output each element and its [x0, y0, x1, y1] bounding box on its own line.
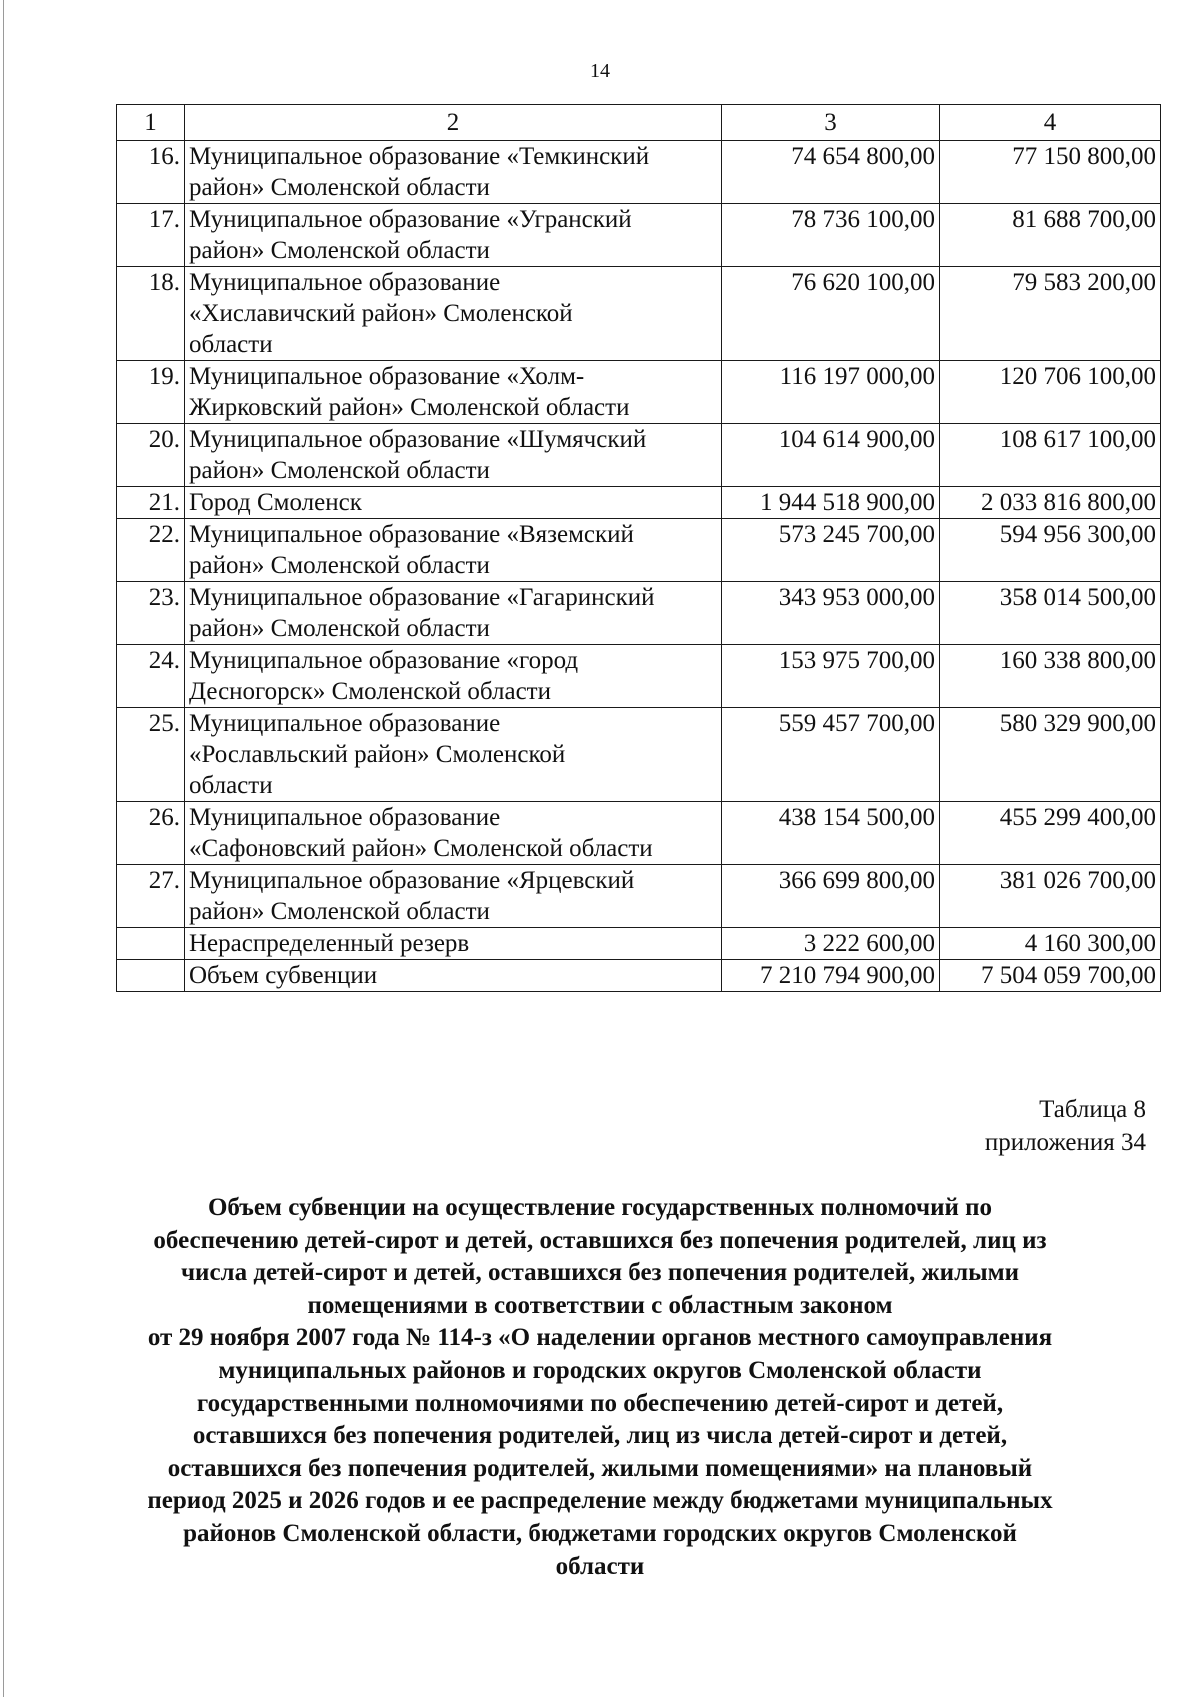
table-row — [117, 424, 1161, 487]
header-col-1: 1 — [117, 105, 185, 141]
row-name-line: «Сафоновский район» Смоленской области — [189, 835, 653, 862]
row-number: 16. — [117, 141, 185, 204]
row-value-2026: 77 150 800,00 — [940, 141, 1161, 204]
row-value-2025: 3 222 600,00 — [722, 928, 940, 960]
row-number: 22. — [117, 519, 185, 582]
row-name-line: Муниципальное образование «город — [189, 647, 579, 674]
title-line: от 29 ноября 2007 года № 114-з «О наделении органов местного самоуправления — [147, 1324, 1053, 1352]
table-row — [117, 487, 1161, 519]
row-value-2026: 2 033 816 800,00 — [940, 487, 1161, 519]
row-number: 27. — [117, 865, 185, 928]
row-value-2025: 1 944 518 900,00 — [722, 487, 940, 519]
table-label-line1: Таблица 8 — [1039, 1096, 1146, 1123]
row-value-2026: 580 329 900,00 — [940, 708, 1161, 802]
header-col-3: 3 — [722, 105, 940, 141]
row-name — [185, 960, 722, 992]
row-number — [117, 960, 185, 992]
row-name-line: Муниципальное образование «Гагаринский — [189, 584, 655, 611]
row-name-line: Муниципальное образование «Темкинский — [189, 143, 650, 170]
row-name-line: район» Смоленской области — [189, 615, 490, 642]
row-number: 25. — [117, 708, 185, 802]
row-number: 24. — [117, 645, 185, 708]
row-name — [185, 141, 722, 204]
row-name-line: Муниципальное образование «Ярцевский — [189, 867, 635, 894]
row-name-line: район» Смоленской области — [189, 457, 490, 484]
table-label-line2: приложения 34 — [984, 1129, 1146, 1156]
row-number — [117, 928, 185, 960]
row-value-2026: 594 956 300,00 — [940, 519, 1161, 582]
table-label — [985, 1093, 1146, 1159]
title-line: области — [555, 1552, 645, 1580]
section-title — [100, 1192, 1100, 1583]
row-name — [185, 204, 722, 267]
row-name-line: Муниципальное образование — [189, 804, 501, 831]
page-number: 14 — [590, 60, 610, 82]
row-name-line: Жирковский район» Смоленской области — [189, 394, 630, 421]
row-name-line: Объем субвенции — [189, 962, 378, 989]
title-line: числа детей-сирот и детей, оставшихся без попечения родителей, жилыми — [180, 1259, 1020, 1287]
row-value-2025: 78 736 100,00 — [722, 204, 940, 267]
table-row — [117, 519, 1161, 582]
row-value-2026: 4 160 300,00 — [940, 928, 1161, 960]
row-number: 19. — [117, 361, 185, 424]
row-value-2026: 7 504 059 700,00 — [940, 960, 1161, 992]
table-header-row — [117, 105, 1161, 141]
row-name — [185, 802, 722, 865]
row-number: 21. — [117, 487, 185, 519]
scan-edge-line — [3, 0, 4, 1697]
row-name-line: Муниципальное образование — [189, 269, 501, 296]
header-col-4: 4 — [940, 105, 1161, 141]
row-value-2025: 366 699 800,00 — [722, 865, 940, 928]
row-number: 18. — [117, 267, 185, 361]
row-value-2026: 79 583 200,00 — [940, 267, 1161, 361]
title-line: период 2025 и 2026 годов и ее распределение между бюджетами муниципальных — [147, 1487, 1053, 1515]
row-name — [185, 487, 722, 519]
row-name-line: Муниципальное образование «Холм- — [189, 363, 585, 390]
row-value-2025: 116 197 000,00 — [722, 361, 940, 424]
row-number: 26. — [117, 802, 185, 865]
row-name-line: Муниципальное образование «Угранский — [189, 206, 632, 233]
row-name-line: области — [189, 772, 273, 799]
row-name — [185, 267, 722, 361]
row-value-2026: 120 706 100,00 — [940, 361, 1161, 424]
title-line: Объем субвенции на осуществление государственных полномочий по — [207, 1194, 993, 1221]
row-name-line: район» Смоленской области — [189, 174, 490, 201]
row-value-2026: 160 338 800,00 — [940, 645, 1161, 708]
table-row — [117, 141, 1161, 204]
title-line: обеспечению детей-сирот и детей, оставшихся без попечения родителей, лиц из — [153, 1226, 1047, 1254]
row-value-2026: 81 688 700,00 — [940, 204, 1161, 267]
row-value-2025: 74 654 800,00 — [722, 141, 940, 204]
row-name — [185, 424, 722, 487]
row-value-2025: 153 975 700,00 — [722, 645, 940, 708]
row-value-2025: 76 620 100,00 — [722, 267, 940, 361]
row-name — [185, 645, 722, 708]
row-name-line: «Хиславичский район» Смоленской — [189, 300, 573, 327]
table-row — [117, 865, 1161, 928]
title-line: помещениями в соответствии с областным законом — [307, 1291, 893, 1319]
row-number: 20. — [117, 424, 185, 487]
row-number: 23. — [117, 582, 185, 645]
row-name-line: «Рославльский район» Смоленской — [189, 741, 566, 768]
row-value-2026: 381 026 700,00 — [940, 865, 1161, 928]
row-name-line: район» Смоленской области — [189, 898, 490, 925]
title-line: оставшихся без попечения родителей, жилыми помещениями» на плановый — [167, 1454, 1033, 1482]
table-row — [117, 928, 1161, 960]
row-value-2026: 358 014 500,00 — [940, 582, 1161, 645]
row-name — [185, 865, 722, 928]
row-name — [185, 708, 722, 802]
table-row — [117, 645, 1161, 708]
row-name-line: Муниципальное образование «Вяземский — [189, 521, 634, 548]
table-row — [117, 960, 1161, 992]
table-row — [117, 582, 1161, 645]
row-name-line: области — [189, 331, 273, 358]
row-name — [185, 928, 722, 960]
header-col-2: 2 — [185, 105, 722, 141]
row-name-line: Нераспределенный резерв — [189, 930, 470, 957]
row-name-line: район» Смоленской области — [189, 552, 490, 579]
table-row — [117, 361, 1161, 424]
table-row — [117, 802, 1161, 865]
row-name-line: Муниципальное образование «Шумячский — [189, 426, 647, 453]
row-name-line: Город Смоленск — [189, 489, 362, 516]
title-line: государственными полномочиями по обеспечению детей-сирот и детей, — [196, 1389, 1004, 1417]
table-row — [117, 204, 1161, 267]
title-line: муниципальных районов и городских округов Смоленской области — [218, 1356, 982, 1384]
title-line: оставшихся без попечения родителей, лиц из числа детей-сирот и детей, — [192, 1422, 1008, 1450]
row-value-2025: 7 210 794 900,00 — [722, 960, 940, 992]
row-name — [185, 519, 722, 582]
row-value-2025: 438 154 500,00 — [722, 802, 940, 865]
table-row — [117, 708, 1161, 802]
row-value-2025: 559 457 700,00 — [722, 708, 940, 802]
row-value-2025: 104 614 900,00 — [722, 424, 940, 487]
row-value-2026: 108 617 100,00 — [940, 424, 1161, 487]
row-value-2025: 343 953 000,00 — [722, 582, 940, 645]
title-line: районов Смоленской области, бюджетами городских округов Смоленской — [183, 1519, 1017, 1547]
table-row — [117, 267, 1161, 361]
row-name — [185, 361, 722, 424]
row-value-2026: 455 299 400,00 — [940, 802, 1161, 865]
row-name-line: Муниципальное образование — [189, 710, 501, 737]
row-name-line: Десногорск» Смоленской области — [189, 678, 551, 705]
row-value-2025: 573 245 700,00 — [722, 519, 940, 582]
row-name-line: район» Смоленской области — [189, 237, 490, 264]
subvention-table — [116, 104, 1161, 992]
row-name — [185, 582, 722, 645]
row-number: 17. — [117, 204, 185, 267]
